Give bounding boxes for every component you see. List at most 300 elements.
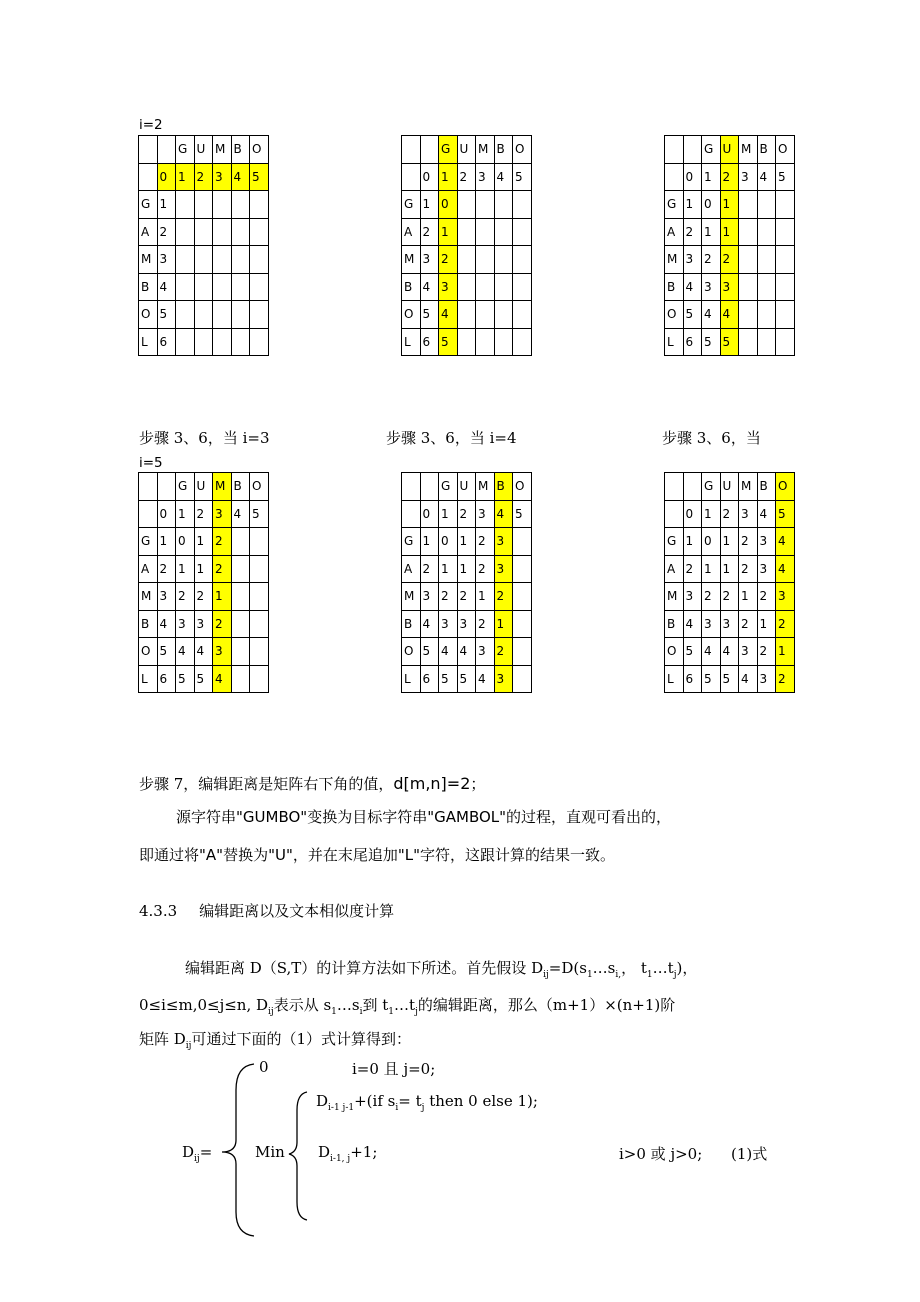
matrix-cell [757,218,776,246]
matrix-cell: 5 [420,301,439,329]
f1-c: …s [592,959,616,977]
row-header-cell: B [139,273,158,301]
matrix-cell [231,665,250,693]
matrix-cell [476,191,495,219]
p1-c: 变换为目标字符串 [307,808,428,826]
header-cell: U [457,136,476,164]
first-row-cell: 0 [420,500,439,528]
matrix-table-1 [138,135,269,356]
matrix-cell: 3 [720,610,739,638]
matrix-cell: 4 [720,638,739,666]
matrix-cell [457,273,476,301]
first-row-cell: 3 [213,500,232,528]
header-cell: B [494,136,513,164]
row-header-cell: O [139,301,158,329]
matrix-cell: 1 [194,555,213,583]
matrix-cell: 2 [457,583,476,611]
label-step-i5: 步骤 3、6，当 [662,429,761,447]
first-row-cell [665,163,684,191]
matrix-cell: 4 [739,665,758,693]
f2-f: 的编辑距离，那么（m+1）×(n+1)阶 [417,996,676,1014]
first-row-cell: 0 [683,163,702,191]
matrix-cell [176,218,195,246]
sub-j: j [673,970,677,980]
matrix-cell: 2 [757,638,776,666]
matrix-cell: 0 [176,528,195,556]
matrix-cell: 5 [702,328,721,356]
case-a-d: D [316,1092,329,1110]
row-header-cell: L [402,665,421,693]
first-row-cell: 3 [739,163,758,191]
matrix-cell: 2 [776,665,795,693]
matrix-cell [476,301,495,329]
matrix-cell: 4 [683,610,702,638]
case-a-sub: i-1 j-1 [328,1103,355,1113]
matrix-cell: 3 [439,273,458,301]
matrix-cell [194,328,213,356]
matrix-cell: 2 [439,583,458,611]
matrix-cell: 6 [420,328,439,356]
matrix-cell [213,246,232,274]
matrix-cell [739,246,758,274]
step7-value: d[m,n]=2 [393,774,471,793]
row-header-cell: M [402,246,421,274]
matrix-cell: 2 [213,555,232,583]
matrix-cell: 5 [194,665,213,693]
row-header-cell: O [139,638,158,666]
matrix-cell: 6 [157,665,176,693]
matrix-cell [231,273,250,301]
f2-sub-1b: 1 [388,1007,395,1017]
matrix-cell [231,218,250,246]
matrix-cell: 2 [720,583,739,611]
matrix-cell: 2 [420,555,439,583]
matrix-cell: 4 [476,665,495,693]
header-cell: U [457,473,476,501]
row-header-cell: B [665,610,684,638]
matrix-cell: 4 [776,528,795,556]
matrix-cell: 1 [683,528,702,556]
matrix-cell [494,328,513,356]
row-header-cell: A [402,555,421,583]
p1-a: 源字符串 [176,808,237,826]
matrix-cell: 3 [457,610,476,638]
matrix-cell [513,610,532,638]
dij-eq: = [199,1143,213,1161]
header-cell [157,473,176,501]
formula-line-1 [185,957,697,980]
matrix-cell: 5 [683,638,702,666]
matrix-cell [476,273,495,301]
first-row-cell: 0 [157,500,176,528]
matrix-table-3 [664,135,795,356]
f2-a: 0≤i≤m,0≤j≤n, D [139,996,269,1014]
header-cell [420,473,439,501]
case-cond: i>0 或 j>0; [619,1145,703,1163]
matrix-cell [231,583,250,611]
case-a-d2: then 0 else 1); [424,1092,538,1110]
row-header-cell: G [402,528,421,556]
matrix-cell: 0 [439,528,458,556]
p2-e: ，并在末尾追加 [292,846,398,864]
first-row-cell [402,500,421,528]
f2-d: 到 t [362,996,389,1014]
matrix-cell [776,328,795,356]
header-cell: M [739,473,758,501]
p2-c: 替换为 [223,846,269,864]
matrix-cell: 2 [702,583,721,611]
matrix-cell: 4 [157,273,176,301]
matrix-cell: 6 [683,328,702,356]
matrix-cell [757,328,776,356]
matrix-cell: 0 [702,191,721,219]
first-row-cell: 4 [494,500,513,528]
header-cell: M [739,136,758,164]
header-cell: U [720,136,739,164]
matrix-cell [250,301,269,329]
matrix-cell [757,301,776,329]
matrix-cell: 5 [702,665,721,693]
first-row-cell: 3 [739,500,758,528]
matrix-cell: 1 [457,555,476,583]
row-header-cell: O [665,301,684,329]
matrix-cell: 2 [213,528,232,556]
case-min: Min [255,1143,285,1161]
row-header-cell: A [402,218,421,246]
p1-e: 的过程，直观可看出的， [506,808,672,826]
first-row-cell: 5 [250,500,269,528]
matrix-cell [739,301,758,329]
matrix-cell: 4 [702,301,721,329]
matrix-cell: 1 [776,638,795,666]
matrix-cell: 2 [683,218,702,246]
matrix-cell: 2 [157,218,176,246]
matrix-cell [250,328,269,356]
matrix-cell [757,191,776,219]
matrix-cell [513,246,532,274]
matrix-cell: 3 [439,610,458,638]
matrix-cell: 3 [213,638,232,666]
matrix-cell [213,301,232,329]
matrix-cell: 2 [476,528,495,556]
row-header-cell: M [665,583,684,611]
matrix-cell [776,273,795,301]
first-row-cell: 4 [757,500,776,528]
matrix-cell [494,273,513,301]
matrix-cell: 6 [683,665,702,693]
matrix-cell: 3 [194,610,213,638]
header-cell [665,136,684,164]
case-b-b: +1; [350,1143,378,1161]
matrix-cell [194,191,213,219]
matrix-cell [739,328,758,356]
first-row-cell: 0 [420,163,439,191]
matrix-cell: 2 [194,583,213,611]
row-header-cell: B [139,610,158,638]
header-cell [420,136,439,164]
matrix-cell: 3 [494,555,513,583]
matrix-cell: 3 [176,610,195,638]
first-row-cell: 1 [702,500,721,528]
header-cell: U [194,136,213,164]
case-a-b: +(if s [354,1092,396,1110]
matrix-cell [513,328,532,356]
row-header-cell: M [139,246,158,274]
matrix-cell: 5 [720,665,739,693]
f1-b: =D(s [548,959,587,977]
row-header-cell: G [139,191,158,219]
section-title: 编辑距离以及文本相似度计算 [199,902,395,920]
first-row-cell: 2 [194,500,213,528]
f3-a: 矩阵 D [139,1030,186,1048]
matrix-cell: 3 [683,583,702,611]
matrix-table-4 [138,472,269,693]
matrix-cell: 4 [702,638,721,666]
matrix-cell [739,218,758,246]
matrix-cell [457,191,476,219]
f1-e: …t [652,959,674,977]
header-cell: G [176,136,195,164]
matrix-cell: 2 [157,555,176,583]
matrix-cell [776,191,795,219]
header-cell: U [194,473,213,501]
row-header-cell: G [402,191,421,219]
f2-sub-j: j [415,1007,418,1017]
sub-1b: 1 [646,970,653,980]
first-row-cell: 5 [250,163,269,191]
section-heading [139,900,394,921]
matrix-cell: 4 [420,610,439,638]
f1-sub: ij [543,970,549,980]
matrix-cell [231,610,250,638]
matrix-cell [513,638,532,666]
header-cell [683,136,702,164]
matrix-cell: 3 [476,638,495,666]
matrix-cell [250,528,269,556]
matrix-cell: 1 [213,583,232,611]
matrix-cell: 2 [739,610,758,638]
matrix-cell [513,301,532,329]
matrix-cell: 4 [176,638,195,666]
p2-g: 字符，这跟计算的结果一致。 [420,846,616,864]
matrix-cell: 1 [194,528,213,556]
matrix-cell: 3 [776,583,795,611]
first-row-cell: 3 [213,163,232,191]
matrix-cell [231,328,250,356]
header-cell: O [776,473,795,501]
matrix-cell: 1 [683,191,702,219]
matrix-cell: 2 [176,583,195,611]
matrix-cell: 3 [757,555,776,583]
matrix-cell: 4 [720,301,739,329]
dij-label [182,1143,212,1164]
header-cell: O [250,136,269,164]
first-row-cell: 4 [231,163,250,191]
first-row-cell [139,163,158,191]
matrix-cell: 3 [702,610,721,638]
row-header-cell: L [139,328,158,356]
label-step-i4: 步骤 3、6，当 i=4 [386,429,517,447]
row-header-cell: G [665,528,684,556]
matrix-cell [739,273,758,301]
matrix-cell [513,665,532,693]
row-header-cell: G [139,528,158,556]
dij-d: D [182,1143,195,1161]
header-cell [402,473,421,501]
matrix-cell [231,555,250,583]
matrix-cell: 4 [420,273,439,301]
p1-d: "GAMBOL" [427,808,507,826]
f1-d: ， t [621,959,647,977]
matrix-cell [194,218,213,246]
row-header-cell: B [402,610,421,638]
first-row-cell: 2 [457,163,476,191]
matrix-cell: 2 [757,583,776,611]
sub-1a: 1 [586,970,593,980]
first-row-cell: 0 [683,500,702,528]
matrix-cell: 2 [476,555,495,583]
matrix-cell: 2 [720,246,739,274]
section-number: 4.3.3 [139,902,178,920]
matrix-cell: 2 [776,610,795,638]
matrix-cell [476,218,495,246]
header-cell: G [176,473,195,501]
row-header-cell: L [665,328,684,356]
matrix-cell [213,218,232,246]
matrix-cell [757,246,776,274]
first-row-cell: 4 [494,163,513,191]
first-row-cell: 2 [194,163,213,191]
first-row-cell: 1 [439,163,458,191]
first-row-cell: 5 [776,163,795,191]
matrix-cell: 3 [157,246,176,274]
label-i2: i=2 [139,117,163,133]
matrix-cell: 3 [720,273,739,301]
matrix-table-6 [664,472,795,693]
header-cell: B [231,136,250,164]
row-header-cell: M [402,583,421,611]
first-row-cell: 1 [176,500,195,528]
f1-text: 编辑距离 D（S,T）的计算方法如下所述。首先假设 D [185,959,544,977]
matrix-cell: 2 [494,638,513,666]
header-cell: M [476,136,495,164]
row-header-cell: M [665,246,684,274]
matrix-cell [176,191,195,219]
matrix-cell: 1 [157,528,176,556]
first-row-cell: 2 [720,500,739,528]
case-a-sub-j: j [421,1103,425,1113]
first-row-cell: 2 [720,163,739,191]
header-cell: U [720,473,739,501]
first-row-cell: 4 [757,163,776,191]
inner-brace [287,1090,311,1224]
matrix-cell [176,301,195,329]
matrix-cell: 4 [194,638,213,666]
matrix-cell [231,246,250,274]
matrix-cell: 3 [757,665,776,693]
header-cell [665,473,684,501]
matrix-cell [213,328,232,356]
matrix-cell [176,246,195,274]
matrix-cell [250,665,269,693]
matrix-cell: 5 [439,328,458,356]
f2-sub-i: i [359,1007,363,1017]
matrix-cell [494,191,513,219]
matrix-cell: 1 [439,218,458,246]
matrix-cell: 3 [420,246,439,274]
case-a-c: = t [398,1092,422,1110]
matrix-cell: 2 [739,555,758,583]
header-cell: G [439,136,458,164]
p2-f: "L" [397,846,421,864]
case-b [318,1143,377,1164]
row-header-cell: A [665,218,684,246]
first-row-cell: 2 [457,500,476,528]
matrix-cell [250,583,269,611]
matrix-cell [231,638,250,666]
matrix-cell: 4 [213,665,232,693]
matrix-cell: 3 [739,638,758,666]
header-cell: B [231,473,250,501]
first-row-cell [139,500,158,528]
header-cell: O [776,136,795,164]
matrix-cell: 2 [494,583,513,611]
matrix-cell [513,218,532,246]
first-row-cell: 3 [476,163,495,191]
f2-sub-1a: 1 [331,1007,337,1017]
matrix-cell: 4 [157,610,176,638]
first-row-cell [665,500,684,528]
matrix-cell [513,273,532,301]
matrix-cell [250,191,269,219]
matrix-cell: 1 [420,528,439,556]
header-cell: B [757,136,776,164]
matrix-cell: 3 [702,273,721,301]
matrix-cell [250,218,269,246]
matrix-table-2 [401,135,532,356]
matrix-cell [250,610,269,638]
matrix-cell [776,301,795,329]
matrix-cell: 3 [420,583,439,611]
p2-a: 即通过将 [139,846,200,864]
first-row-cell: 5 [513,500,532,528]
case-zero: 0 [259,1058,269,1076]
matrix-table-5 [401,472,532,693]
matrix-cell [457,218,476,246]
case-b-d: D [318,1143,331,1161]
matrix-cell [194,273,213,301]
header-cell: B [757,473,776,501]
matrix-cell [231,191,250,219]
header-cell: G [439,473,458,501]
matrix-cell: 1 [476,583,495,611]
matrix-cell: 1 [439,555,458,583]
f2-sub-ij: ij [268,1007,274,1017]
matrix-cell [757,273,776,301]
matrix-cell: 1 [494,610,513,638]
matrix-cell: 5 [683,301,702,329]
matrix-cell [231,528,250,556]
matrix-cell: 4 [439,638,458,666]
matrix-cell [457,328,476,356]
row-header-cell: L [665,665,684,693]
matrix-cell [194,301,213,329]
matrix-cell: 6 [157,328,176,356]
f3-b: 可通过下面的（1）式计算得到： [191,1030,412,1048]
matrix-cell [176,328,195,356]
case-a [316,1092,538,1113]
header-cell [139,136,158,164]
